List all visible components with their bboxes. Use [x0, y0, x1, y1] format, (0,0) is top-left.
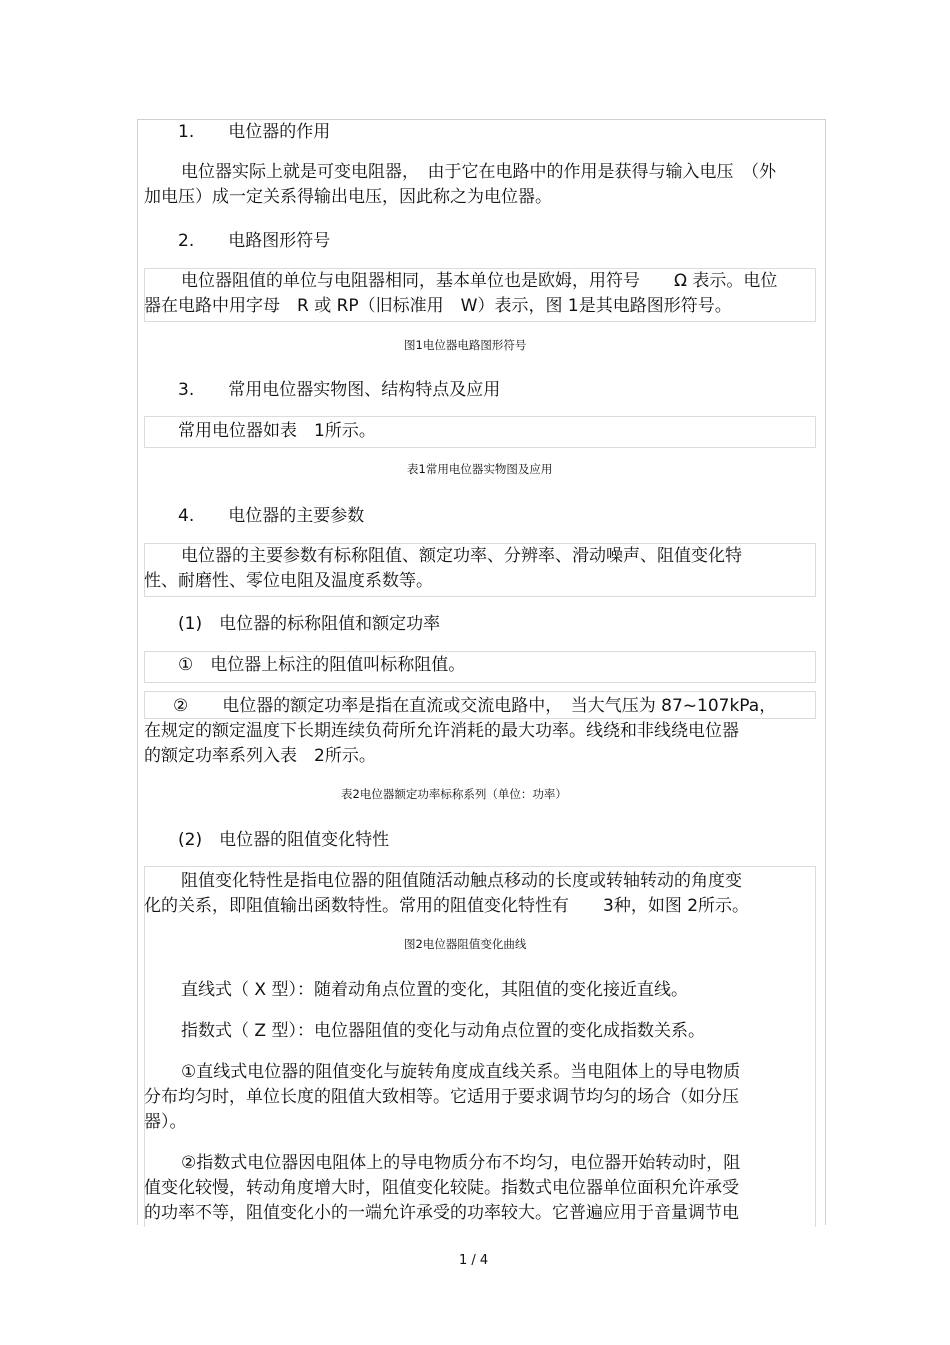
table-caption: 表1常用电位器实物图及应用: [407, 462, 553, 476]
paragraph-line: 化的关系，即阻值输出函数特性。常用的阻值变化特性有 3种，如图 2所示。: [144, 896, 750, 916]
paragraph-line: 分布均匀时，单位长度的阻值大致相等。它适用于要求调节均匀的场合（如分压: [144, 1087, 739, 1107]
page-number: 1 / 4: [459, 1253, 489, 1268]
paragraph-line: ①直线式电位器的阻值变化与旋转角度成直线关系。当电阻体上的导电物质: [181, 1062, 741, 1082]
table-caption: 表2电位器额定功率标称系列（单位：功率）: [341, 787, 567, 801]
paragraph-line: ② 电位器的额定功率是指在直流或交流电路中， 当大气压为 87~107kPa，: [173, 696, 777, 716]
paragraph-line: 的额定功率系列入表 2所示。: [144, 746, 376, 766]
heading-2: 2. 电路图形符号: [178, 231, 331, 251]
figure-caption: 图1电位器电路图形符号: [404, 338, 527, 352]
paragraph-line: 在规定的额定温度下长期连续负荷所允许消耗的最大功率。线绕和非线绕电位器: [144, 721, 739, 741]
paragraph-line: ① 电位器上标注的阻值叫标称阻值。: [178, 655, 466, 675]
subheading-2: (2) 电位器的阻值变化特性: [178, 830, 390, 850]
paragraph-line: 加电压）成一定关系得输出电压，因此称之为电位器。: [144, 187, 552, 207]
paragraph-line: 电位器的主要参数有标称阻值、额定功率、分辨率、滑动噪声、阻值变化特: [181, 546, 742, 566]
figure-caption: 图2电位器阻值变化曲线: [404, 937, 527, 951]
paragraph-line: 器在电路中用字母 R 或 RP（旧标准用 W）表示，图 1是其电路图形符号。: [144, 296, 732, 316]
heading-1: 1. 电位器的作用: [178, 122, 331, 142]
paragraph-line: 直线式（ X 型）：随着动角点位置的变化，其阻值的变化接近直线。: [181, 980, 688, 1000]
paragraph-line: 电位器阻值的单位与电阻器相同，基本单位也是欧姆，用符号 Ω 表示。电位: [181, 271, 778, 291]
paragraph-line: 的功率不等，阻值变化小的一端允许承受的功率较大。它普遍应用于音量调节电: [144, 1203, 739, 1223]
paragraph-line: 电位器实际上就是可变电阻器， 由于它在电路中的作用是获得与输入电压 （外: [181, 162, 776, 182]
subheading-1: (1) 电位器的标称阻值和额定功率: [178, 614, 441, 634]
paragraph-line: ②指数式电位器因电阻体上的导电物质分布不均匀，电位器开始转动时，阻: [181, 1153, 741, 1173]
paragraph-line: 常用电位器如表 1所示。: [178, 421, 376, 441]
paragraph-line: 性、耐磨性、零位电阻及温度系数等。: [144, 571, 433, 591]
paragraph-line: 器）。: [144, 1112, 187, 1132]
heading-3: 3. 常用电位器实物图、结构特点及应用: [178, 380, 501, 400]
paragraph-line: 指数式（ Z 型）：电位器阻值的变化与动角点位置的变化成指数关系。: [181, 1021, 705, 1041]
paragraph-line: 值变化较慢，转动角度增大时，阻值变化较陡。指数式电位器单位面积允许承受: [144, 1178, 739, 1198]
paragraph-line: 阻值变化特性是指电位器的阻值随活动触点移动的长度或转轴转动的角度变: [181, 871, 742, 891]
heading-4: 4. 电位器的主要参数: [178, 506, 365, 526]
